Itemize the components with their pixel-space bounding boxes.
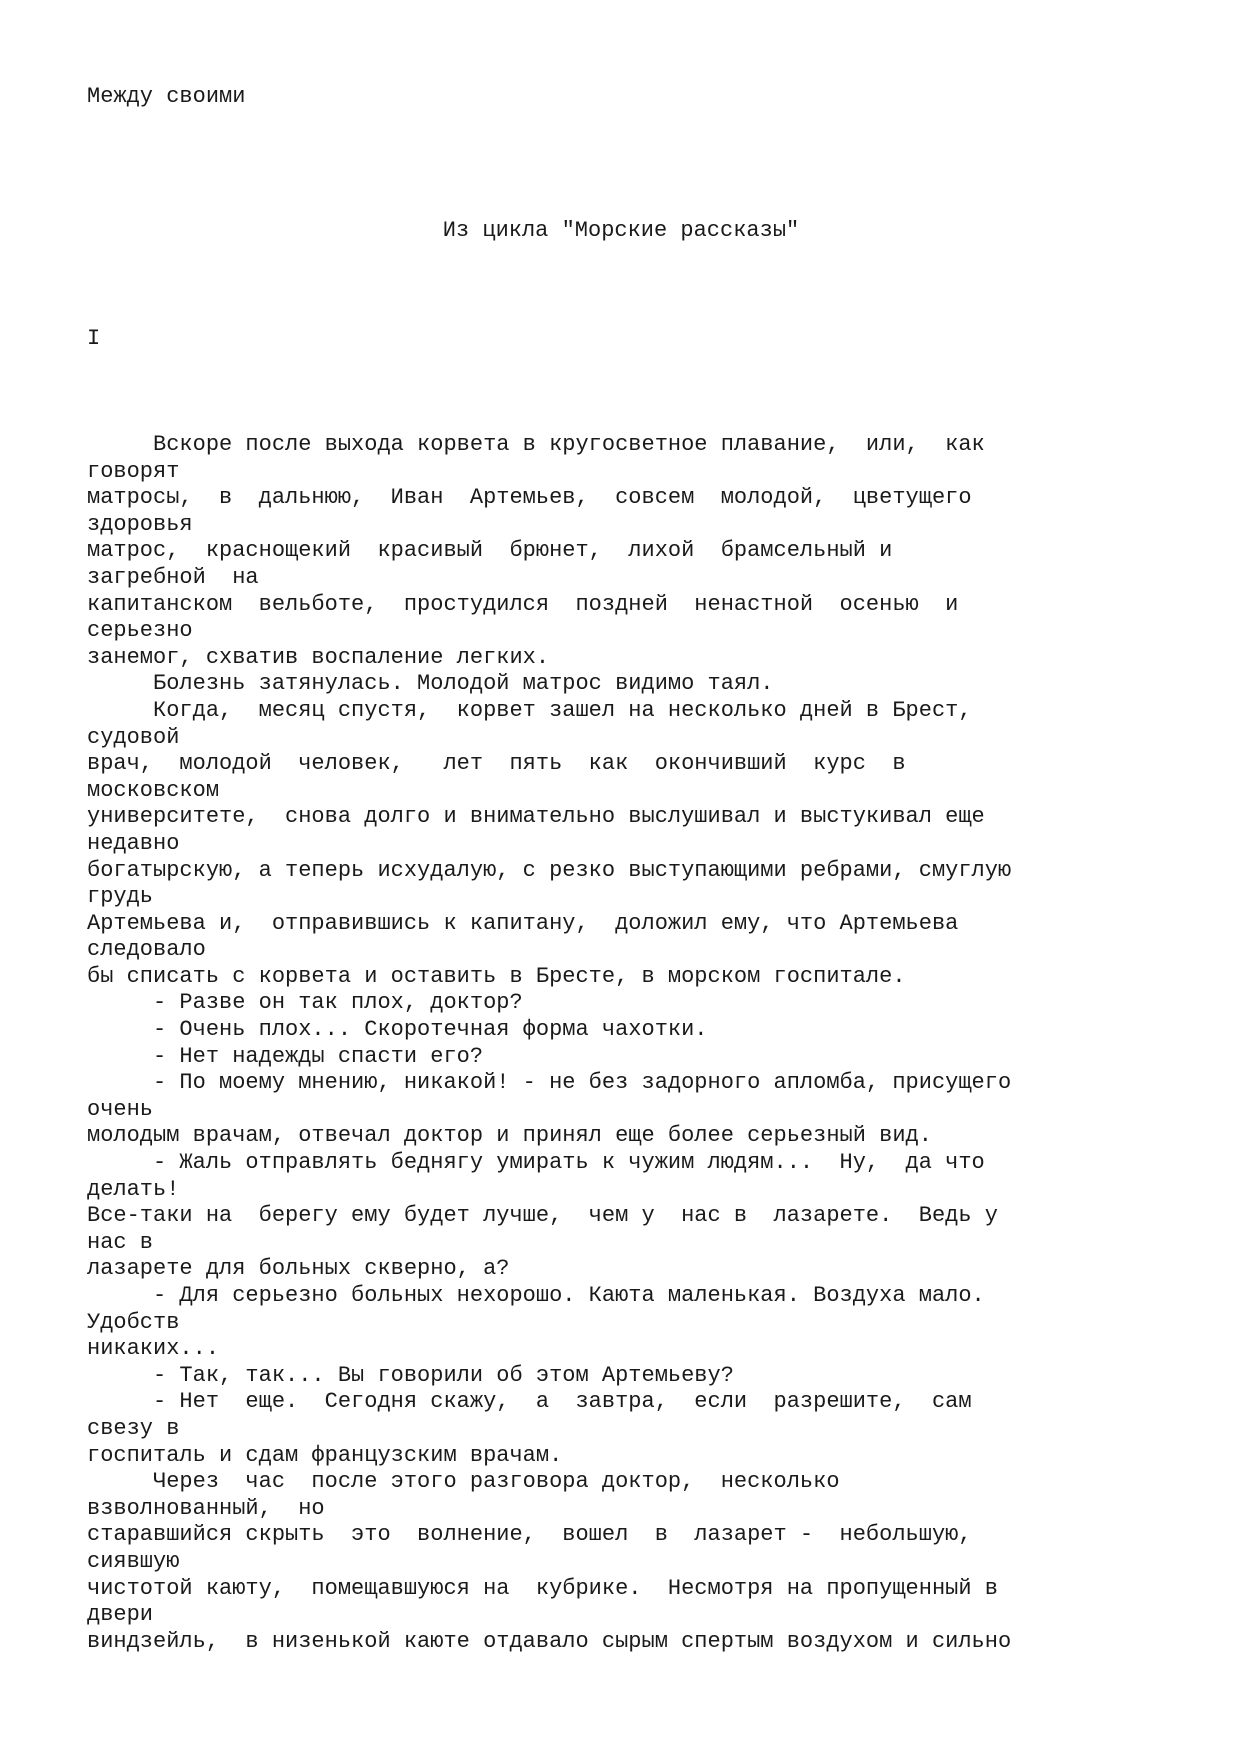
text-line: Болезнь затянулась. Молодой матрос видимо таял. xyxy=(87,671,774,697)
text-line: следовало xyxy=(87,937,206,963)
document-title: Между своими xyxy=(87,84,246,109)
text-line: загребной на xyxy=(87,564,259,590)
text-line: богатырскую, а теперь исхудалую, с резко выступающими ребрами, смуглую xyxy=(87,857,1012,883)
text-line: недавно xyxy=(87,830,180,856)
text-line: Артемьева и, отправившись к капитану, доложил ему, что Артемьева xyxy=(87,910,959,936)
text-line: лазарете для больных скверно, а? xyxy=(87,1256,510,1282)
body-text xyxy=(87,432,1167,1655)
text-line: сиявшую xyxy=(87,1548,180,1574)
text-line: взволнованный, но xyxy=(87,1495,325,1521)
text-line: - Разве он так плох, доктор? xyxy=(87,990,523,1016)
text-line: московском xyxy=(87,777,220,803)
text-line: судовой xyxy=(87,724,180,750)
text-line: Удобств xyxy=(87,1309,180,1335)
text-line: двери xyxy=(87,1602,154,1628)
text-line: Через час после этого разговора доктор, несколько xyxy=(87,1469,840,1495)
text-line: грудь xyxy=(87,884,154,910)
text-line: - Для серьезно больных нехорошо. Каюта маленькая. Воздуха мало. xyxy=(87,1283,985,1308)
text-line: нас в xyxy=(87,1229,154,1255)
text-line: виндзейль, в низенькой каюте отдавало сырым спертым воздухом и сильно xyxy=(87,1628,1012,1654)
text-line: никаких... xyxy=(87,1336,220,1362)
text-line: Все-таки на берегу ему будет лучше, чем у нас в лазарете. Ведь у xyxy=(87,1203,998,1229)
text-line: серьезно xyxy=(87,618,193,644)
text-line: - Так, так... Вы говорили об этом Артемьеву? xyxy=(87,1362,734,1388)
chapter-number: I xyxy=(87,326,101,351)
text-line: свезу в xyxy=(87,1415,180,1441)
text-line: госпиталь и сдам французским врачам. xyxy=(87,1442,563,1468)
text-line: здоровья xyxy=(87,511,193,537)
text-line: - Нет еще. Сегодня скажу, а завтра, если разрешите, сам xyxy=(87,1389,972,1415)
text-line: - Очень плох... Скоротечная форма чахотки. xyxy=(87,1017,708,1043)
text-line: очень xyxy=(87,1096,154,1122)
text-line: занемог, схватив воспаление легких. xyxy=(87,644,550,670)
text-line: делать! xyxy=(87,1176,180,1202)
text-line: врач, молодой человек, лет пять как окончивший курс в xyxy=(87,751,906,777)
text-line: говорят xyxy=(87,458,180,484)
text-line: Когда, месяц спустя, корвет зашел на несколько дней в Брест, xyxy=(87,697,972,723)
text-line: университете, снова долго и внимательно выслушивал и выстукивал еще xyxy=(87,804,985,830)
text-line: матросы, в дальнюю, Иван Артемьев, совсем молодой, цветущего xyxy=(87,485,972,511)
text-line: - По моему мнению, никакой! - не без задорного апломба, присущего xyxy=(87,1070,1012,1096)
text-line: чистотой каюту, помещавшуюся на кубрике. Несмотря на пропущенный в xyxy=(87,1575,998,1601)
text-line: старавшийся скрыть это волнение, вошел в лазарет - небольшую, xyxy=(87,1522,972,1548)
text-line: бы списать с корвета и оставить в Бресте, в морском госпитале. xyxy=(87,963,906,989)
cycle-subtitle: Из цикла "Морские рассказы" xyxy=(442,218,800,243)
text-line: - Жаль отправлять беднягу умирать к чужим людям... Ну, да что xyxy=(87,1150,985,1176)
text-line: матрос, краснощекий красивый брюнет, лихой брамсельный и xyxy=(87,538,893,564)
text-line: молодым врачам, отвечал доктор и принял еще более серьезный вид. xyxy=(87,1123,932,1149)
text-line: Вскоре после выхода корвета в кругосветное плавание, или, как xyxy=(87,432,985,457)
text-line: капитанском вельботе, простудился поздней ненастной осенью и xyxy=(87,591,959,617)
text-line: - Нет надежды спасти его? xyxy=(87,1043,484,1069)
